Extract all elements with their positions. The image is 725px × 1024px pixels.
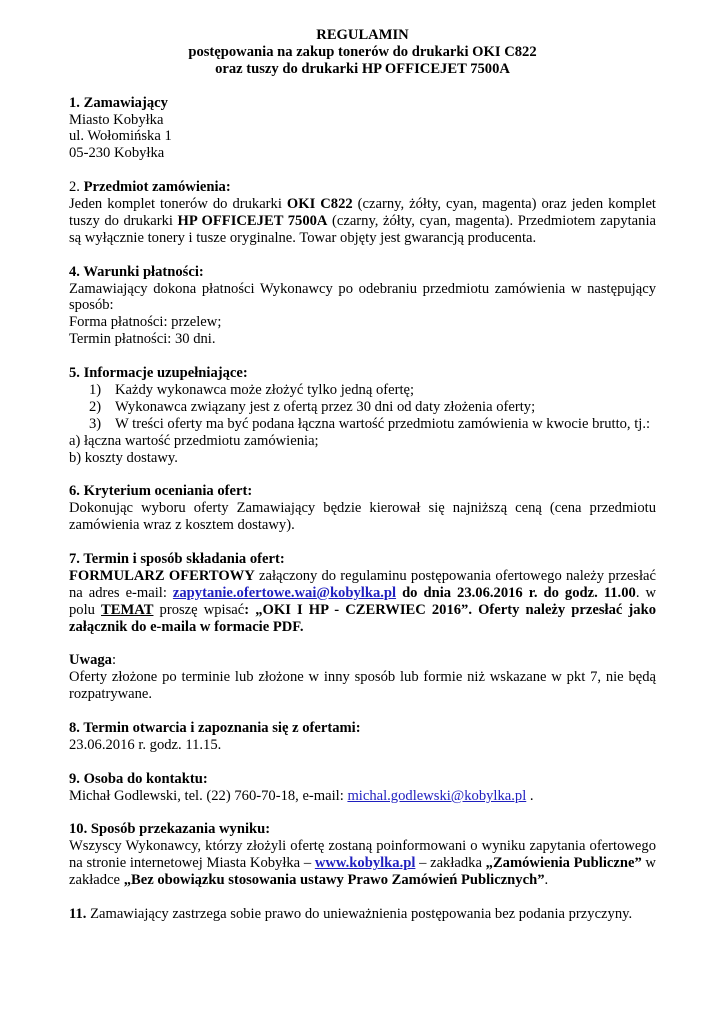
- note-text: Oferty złożone po terminie lub złożone w inny sposób lub formie niż wskazane w pkt 7, nie będą rozpatrywane.: [69, 669, 656, 703]
- document-page: [69, 27, 656, 923]
- note-heading: Uwaga: [69, 652, 112, 669]
- section-reservation: [69, 906, 656, 923]
- section-note: Uwaga: Oferty złożone po terminie lub złożone w inny sposób lub formie niż wskazane w pkt 7, nie będą rozpatrywane.: [69, 652, 656, 703]
- section-opening: [69, 720, 656, 754]
- address-line: 05-230 Kobyłka: [69, 145, 165, 162]
- section-4-text: Zamawiający dokona płatności Wykonawcy po odebraniu przedmiotu zamówienia w następujący sposób:: [69, 280, 656, 314]
- sub-item-a: a) łączna wartość przedmiotu zamówienia;: [69, 432, 319, 449]
- section-contracting-authority: [69, 95, 656, 163]
- section-7-heading: 7. Termin i sposób składania ofert:: [69, 551, 285, 567]
- section-1-heading: 1. Zamawiający: [69, 94, 168, 111]
- payment-form: Forma płatności: przelew;: [69, 314, 222, 331]
- section-2-number: 2.: [69, 179, 84, 196]
- address-line: ul. Wołomińska 1: [69, 128, 172, 145]
- opening-date: 23.06.2016 r. godz. 11.15.: [69, 736, 222, 753]
- section-2-text: Jeden komplet tonerów do drukarki OKI C822 (czarny, żółty, cyan, magenta) oraz jeden komplet tuszy do drukarki HP OFFICEJET 7500A (czarny, żółty, cyan, magenta). Przedmiotem zapytania są wyłącznie tonery i tusze oryginalne. Towar objęty jest gwarancją producenta.: [69, 196, 656, 246]
- section-8-heading: 8. Termin otwarcia i zapoznania się z ofertami:: [69, 720, 361, 737]
- section-11-text: 11. Zamawiający zastrzega sobie prawo do unieważnienia postępowania bez podania przyczyny.: [69, 905, 633, 922]
- sub-item-b: b) koszty dostawy.: [69, 449, 178, 466]
- document-header: [69, 27, 656, 78]
- list-item: 2) Wykonawca związany jest z ofertą przez 30 dni od daty złożenia oferty;: [89, 398, 536, 415]
- offer-email-link[interactable]: zapytanie.ofertowe.wai@kobylka.pl: [172, 584, 397, 601]
- section-10-text: Wszyscy Wykonawcy, którzy złożyli ofertę zostaną poinformowani o wyniku zapytania ofertowego na stronie internetowej Miasta Kobyłka – www.kobylka.pl – zakładka „Zamówienia Publiczne” w zakładce „Bez obowiązku stosowania ustawy Prawo Zamówień Publicznych”.: [69, 838, 656, 889]
- section-submission: [69, 551, 656, 636]
- section-criterion: [69, 483, 656, 534]
- contact-line: Michał Godlewski, tel. (22) 760-70-18, e-mail: michal.godlewski@kobylka.pl .: [69, 787, 534, 804]
- list-item: 1) Każdy wykonawca może złożyć tylko jedną ofertę;: [89, 381, 415, 398]
- document-title: REGULAMIN: [316, 27, 409, 43]
- printer-oki: OKI C822: [286, 196, 353, 213]
- section-2-heading: Przedmiot zamówienia:: [83, 179, 231, 196]
- section-contact: [69, 771, 656, 805]
- contact-email-link[interactable]: michal.godlewski@kobylka.pl: [347, 787, 527, 804]
- document-subtitle-line-1: postępowania na zakup tonerów do drukarki OKI C822: [188, 43, 537, 60]
- website-link[interactable]: www.kobylka.pl: [314, 855, 416, 872]
- document-subtitle-line-2: oraz tuszy do drukarki HP OFFICEJET 7500A: [215, 60, 510, 77]
- list-item: 3) W treści oferty ma być podana łączna wartość przedmiotu zamówienia w kwocie brutto, tj.:: [89, 415, 651, 432]
- section-additional-info: [69, 365, 656, 466]
- section-7-text: FORMULARZ OFERTOWY załączony do regulaminu postępowania ofertowego należy przesłać na adres e-mail: zapytanie.ofertowe.wai@kobylka.pl do dnia 23.06.2016 r. do godz. 11.00. w polu TEMAT proszę wpisać: „OKI I HP - CZERWIEC 2016”. Oferty należy przesłać jako załącznik do e-maila w formacie PDF.: [69, 567, 657, 635]
- address-line: Miasto Kobyłka: [69, 111, 164, 128]
- section-payment: [69, 264, 656, 349]
- section-6-heading: 6. Kryterium oceniania ofert:: [69, 483, 253, 500]
- section-subject: [69, 179, 656, 247]
- section-4-heading: 4. Warunki płatności:: [69, 263, 204, 280]
- section-10-heading: 10. Sposób przekazania wyniku:: [69, 821, 271, 838]
- section-5-heading: 5. Informacje uzupełniające:: [69, 365, 248, 382]
- section-result: [69, 821, 656, 889]
- payment-term: Termin płatności: 30 dni.: [69, 331, 216, 348]
- section-6-text: Dokonując wyboru oferty Zamawiający będzie kierował się najniższą ceną (cena przedmiotu zamówienia wraz z kosztem dostawy).: [69, 500, 656, 534]
- printer-hp: HP OFFICEJET 7500A: [177, 212, 328, 229]
- section-9-heading: 9. Osoba do kontaktu:: [69, 770, 208, 787]
